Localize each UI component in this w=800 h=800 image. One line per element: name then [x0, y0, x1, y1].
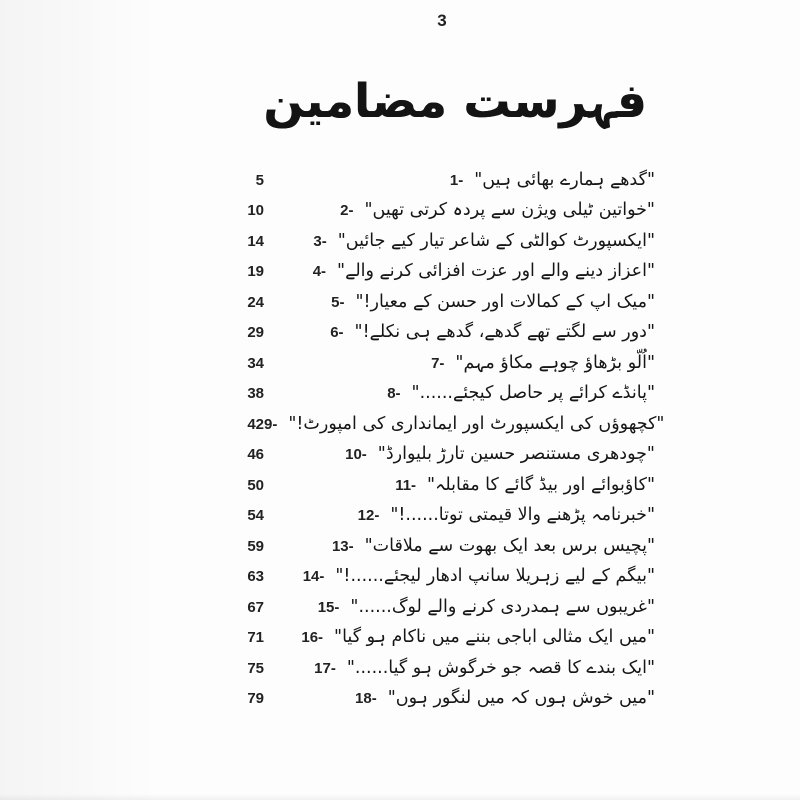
toc-page-number: 79	[247, 690, 264, 708]
toc-entry-title: "میں ایک مثالی اباجی بننے میں ناکام ہو گیا"	[334, 627, 655, 647]
toc-row	[232, 165, 655, 196]
toc-entry-number: 7-	[431, 354, 445, 372]
toc-entry-number: 8-	[387, 385, 401, 403]
toc-entry	[340, 202, 655, 220]
toc-entry-title: "اُلّو بڑھاؤ چوہے مکاؤ مہم"	[455, 352, 655, 373]
toc-entry-number: 5-	[331, 293, 345, 311]
toc-entry	[313, 263, 655, 281]
toc-entry	[264, 413, 665, 434]
toc-page-number: 24	[247, 293, 264, 311]
toc-entry-title: "چودھری مستنصر حسین تارڑ بلیوارڈ"	[377, 444, 655, 464]
toc-row	[232, 592, 655, 623]
toc-entry	[395, 474, 655, 495]
toc-entry-number: 14-	[302, 568, 325, 586]
scan-shade-bottom	[0, 794, 800, 800]
toc-entry-title: "اعزاز دینے والے اور عزت افزائی کرنے والے"	[337, 261, 655, 281]
toc-page-number: 63	[247, 568, 264, 586]
page-header-number: 3	[437, 11, 447, 30]
toc-entry-number: 13-	[331, 537, 354, 555]
toc-entry-number: 17-	[314, 659, 336, 677]
toc-row	[232, 684, 655, 715]
toc-entry-number: 12-	[357, 507, 380, 525]
toc-page-number: 46	[247, 446, 264, 464]
toc-entry	[330, 324, 655, 342]
toc-row	[232, 531, 655, 562]
toc-entry-title: "بیگم کے لیے زہریلا سانپ ادھار لیجئے......!"	[335, 566, 655, 586]
toc-row	[232, 379, 655, 410]
toc-entry-title: "کاؤبوائے اور بیڈ گائے کا مقابلہ"	[427, 474, 655, 495]
toc-entry-number: 4-	[312, 263, 327, 281]
toc-row	[232, 257, 655, 288]
toc-list	[232, 165, 665, 714]
toc-page-number: 34	[247, 354, 264, 372]
toc-entry-number: 11-	[395, 476, 417, 494]
toc-page-number: 19	[247, 263, 264, 281]
toc-entry	[387, 385, 655, 403]
toc-row	[232, 653, 655, 684]
toc-row	[232, 562, 655, 593]
toc-entry	[449, 169, 655, 190]
toc-entry-title: "دور سے لگتے تھے گدھے، گدھے ہی نکلے!"	[354, 322, 655, 342]
toc-row	[232, 440, 655, 471]
toc-entry	[345, 446, 655, 464]
toc-page-number: 29	[247, 324, 264, 342]
toc-entry-title: "غریبوں سے ہمدردی کرنے والے لوگ......"	[350, 596, 655, 617]
toc-entry-number: 1-	[449, 171, 464, 189]
scan-shade-left	[0, 0, 160, 800]
toc-entry	[317, 596, 655, 617]
toc-entry	[301, 629, 655, 647]
toc-page-number: 67	[247, 598, 264, 616]
toc-entry-number: 16-	[301, 629, 324, 647]
toc-entry-title: "ایکسپورٹ کوالٹی کے شاعر تیار کیے جائیں"	[337, 230, 655, 251]
toc-page-number: 10	[247, 202, 264, 220]
toc-row	[232, 470, 655, 501]
toc-entry-title: "گدھے ہمارے بھائی ہیں"	[474, 169, 655, 190]
toc-heading: فہرست مضامین	[263, 74, 647, 129]
toc-entry	[355, 690, 655, 708]
toc-page-number: 75	[247, 659, 264, 677]
toc-entry-number: 3-	[313, 232, 327, 250]
toc-row	[232, 226, 655, 257]
toc-page-number: 38	[247, 385, 264, 403]
toc-entry-title: "میں خوش ہوں کہ میں لنگور ہوں"	[387, 688, 655, 708]
toc-page-number: 54	[247, 507, 264, 525]
toc-entry-number: 2-	[340, 202, 354, 220]
toc-entry	[358, 507, 655, 525]
toc-entry-title: "میک اپ کے کمالات اور حسن کے معیار!"	[355, 291, 655, 312]
toc-row	[232, 501, 655, 532]
toc-entry	[303, 568, 655, 586]
toc-entry-title: "پانڈے کرائے پر حاصل کیجئے......"	[411, 383, 655, 403]
toc-row	[232, 196, 655, 227]
toc-entry	[313, 230, 655, 251]
toc-page-number: 71	[247, 629, 264, 647]
toc-page-number: 59	[247, 537, 264, 555]
toc-row	[232, 318, 655, 349]
toc-entry-title: "ایک بندے کا قصہ جو خرگوش ہو گیا......"	[346, 657, 655, 678]
toc-entry-number: 9-	[264, 415, 278, 433]
toc-entry-title: "پچیس برس بعد ایک بھوت سے ملاقات"	[364, 535, 655, 556]
toc-entry	[314, 657, 655, 678]
toc-row	[232, 348, 655, 379]
toc-entry-title: "کچھوؤں کی ایکسپورٹ اور ایمانداری کی امپورٹ!"	[288, 413, 665, 434]
toc-page-number: 5	[255, 171, 264, 189]
toc-page-number: 50	[247, 476, 264, 494]
toc-page-number: 14	[247, 232, 264, 250]
toc-page-number: 42	[247, 415, 264, 433]
toc-entry-title: "خواتین ٹیلی ویژن سے پردہ کرتی تھیں"	[364, 200, 655, 220]
toc-entry-number: 18-	[355, 690, 377, 708]
toc-entry	[431, 352, 655, 373]
toc-entry-number: 10-	[345, 446, 367, 464]
toc-entry-number: 6-	[330, 324, 344, 342]
toc-entry	[331, 535, 655, 556]
toc-entry	[331, 291, 655, 312]
toc-entry-number: 15-	[317, 598, 340, 616]
toc-row	[232, 287, 655, 318]
toc-row	[232, 409, 665, 440]
toc-entry-title: "خبرنامہ پڑھنے والا قیمتی توتا......!"	[390, 505, 655, 525]
toc-row	[232, 623, 655, 654]
